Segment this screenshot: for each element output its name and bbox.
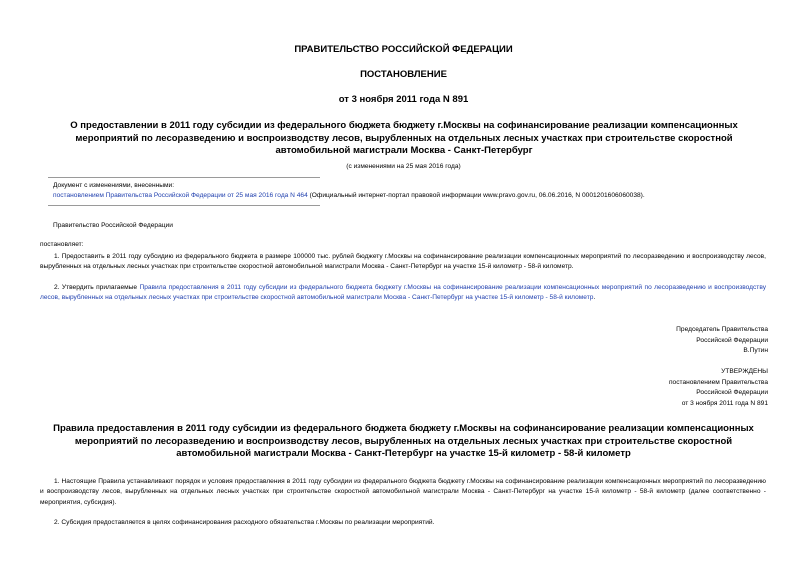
changes-note: (с изменениями на 25 мая 2016 года) bbox=[346, 163, 461, 170]
approved-country: Российской Федерации bbox=[696, 389, 768, 396]
approval-block bbox=[560, 367, 768, 409]
signature-block bbox=[560, 325, 768, 357]
signature-position: Председатель Правительства bbox=[676, 326, 768, 333]
government-heading: ПРАВИТЕЛЬСТВО РОССИЙСКОЙ ФЕДЕРАЦИИ bbox=[294, 44, 513, 55]
amendments-line bbox=[53, 191, 773, 200]
amendment-link[interactable]: постановлением Правительства Российской Федерации от 25 мая 2016 года N 464 bbox=[53, 192, 308, 199]
amendment-source: (Официальный интернет-портал правовой информации www.pravo.gov.ru, 06.06.2016, N 0001201606060038). bbox=[307, 192, 645, 199]
issuer: Правительство Российской Федерации bbox=[53, 222, 173, 229]
paragraph-2-prefix: 2. Утвердить прилагаемые bbox=[54, 284, 140, 291]
doc-type-heading: ПОСТАНОВЛЕНИЕ bbox=[360, 69, 447, 80]
rules-title: Правила предоставления в 2011 году субсидии из федерального бюджета бюджету г.Москвы на софинансирование реализации компенсационных мероприятий по лесоразведению и воспроизводству лесов, вырубленных на отдельных лесных участках при строительстве скоростной автомобильной магистрали Москва - Санкт-Петербург на участке 15-й километр - 58-й километр bbox=[53, 423, 754, 459]
divider-top bbox=[48, 177, 320, 178]
paragraph-2-suffix: . bbox=[593, 294, 596, 302]
rules-link[interactable]: Правила предоставления в 2011 году субсидии из федерального бюджета бюджету г.Москвы на софинансирование реализации компенсационных мероприятий по лесоразведению и воспроизводству лесов, вырубленных на отдельных лесных участках при строительстве скоростной автомобильной магистрали Москва - Санкт-Петербург на участке 15-й километр - 58-й километр bbox=[40, 284, 766, 302]
rules-paragraph-1: 1. Настоящие Правила устанавливают порядок и условия предоставления в 2011 году субсидии из федерального бюджета бюджету г.Москвы на софинансирование реализации компенсационных мероприятий по лесоразведению и воспроизводству лесов, вырубленных на отдельных лесных участках при строительстве скоростной автомобильной магистрали Москва - Санкт-Петербург на участке 15-й километр - 58-й километр (далее соответственно - мероприятия, субсидия). bbox=[40, 478, 766, 506]
doc-date-number: от 3 ноября 2011 года N 891 bbox=[338, 94, 469, 105]
signature-country: Российской Федерации bbox=[696, 336, 768, 344]
rules-paragraph-2: 2. Субсидия предоставляется в целях софинансирования расходного обязательства г.Москвы по реализации мероприятий. bbox=[54, 519, 435, 526]
amendments-intro: Документ с изменениями, внесенными: bbox=[53, 182, 175, 189]
signature-name: В.Путин bbox=[743, 347, 768, 354]
divider-bottom bbox=[48, 205, 320, 206]
approved-label: УТВЕРЖДЕНЫ bbox=[721, 368, 768, 375]
paragraph-2 bbox=[40, 283, 766, 304]
approved-by: постановлением Правительства bbox=[668, 378, 768, 386]
paragraph-1: 1. Предоставить в 2011 году субсидию из федерального бюджета в размере 100000 тыс. рублей бюджету г.Москвы на софинансирование реализации компенсационных мероприятий по лесоразведению и воспроизводству лесов, вырубленных на отдельных лесных участках при строительстве скоростной автомобильной магистрали Москва - Санкт-Петербург на участке 15-й километр - 58-й километр. bbox=[40, 253, 766, 271]
approved-date: от 3 ноября 2011 года N 891 bbox=[681, 399, 768, 407]
decides: постановляет: bbox=[40, 241, 84, 248]
document-title: О предоставлении в 2011 году субсидии из федерального бюджета бюджету г.Москвы на софинансирование реализации компенсационных мероприятий по лесоразведению и воспроизводству лесов, вырубленных на отдельных лесных участках при строительстве скоростной автомобильной магистрали Москва - Санкт-Петербург bbox=[70, 120, 738, 156]
